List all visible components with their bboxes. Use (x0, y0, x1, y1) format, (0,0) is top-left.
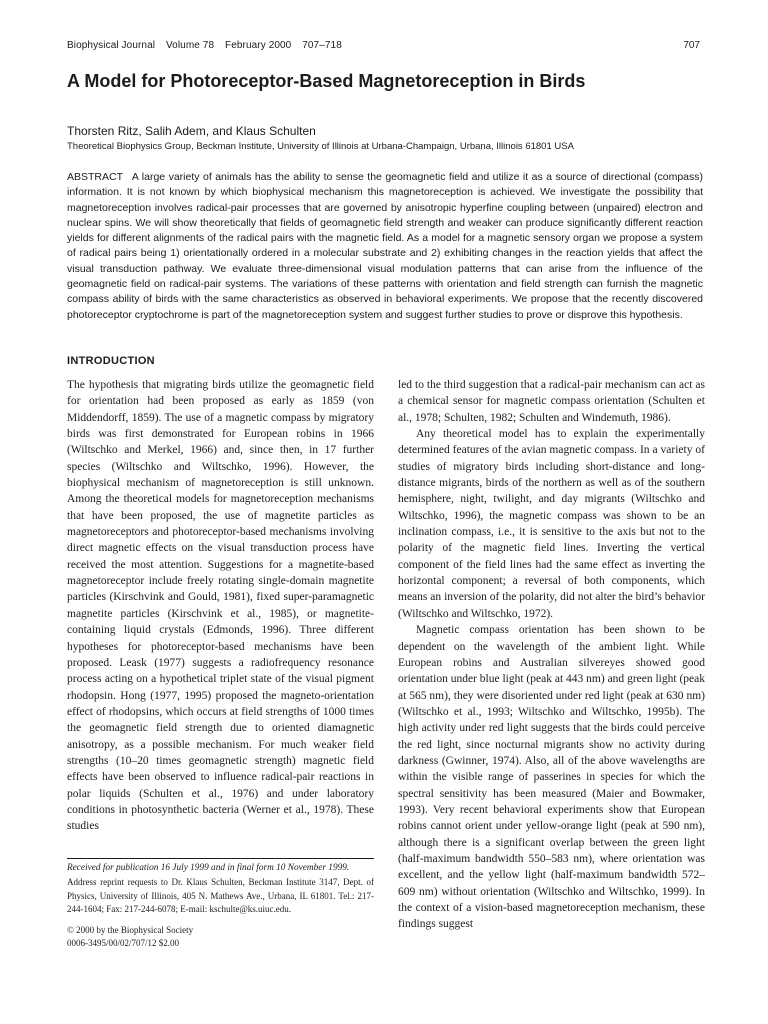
left-text-column (67, 377, 374, 835)
author-list: Thorsten Ritz, Salih Adem, and Klaus Schulten (67, 124, 316, 138)
paragraph: Magnetic compass orientation has been shown to be dependent on the wavelength of the ambient light. While European robins and Australian silvereyes showed good orientation under blue light (peak at 443 nm) and green light (peak at 565 nm), they were disoriented under red light (peak at 630 nm) (Wiltschko et al., 1993; Wiltschko and Wiltschko, 1995b). The high activity under red light suggests that the birds could perceive the red light, since nocturnal migrants show no activity during darkness (Gwinner, 1974). Also, all of the above wavelengths are within the visible range of passerines in species for which the spectral sensitivity has been measured (Maier and Bowmaker, 1993). Very recent behavioral experiments show that European robins cannot orient under yellow-orange light (peak at 590 nm), although there is a significant overlap between the green light (half-maximum bandwidth 550–583 nm), where orientation was excellent, and the yellow light (half-maximum bandwidth 572–609 nm) without orientation (Wiltschko and Wiltschko, 1999). In the context of a vision-based magnetoreception mechanism, these findings suggest (398, 624, 705, 931)
footnote-divider (67, 858, 374, 859)
paragraph: The hypothesis that migrating birds utilize the geomagnetic field for orientation had been proposed as early as 1859 (von Middendorff, 1859). The use of a magnetic compass by migratory birds was first demonstrated for European robins in 1966 (Wiltschko and Merkel, 1966) and, since then, in 17 further species (Wiltschko and Wiltschko, 1996). However, the biophysical mechanism of magnetoreception is still unknown. Among the theoretical models for magnetoreception mechanisms that have been proposed, the use of magnetite particles as magnetoreceptors and photoreceptor-based mechanisms involving direct magnetic effects on the visual transduction process have received the most attention. Suggestions for a magnetite-based magnetoreceptor include freely rotating single-domain magnetite particles (Kirschvink and Gould, 1981), fixed super-paramagnetic magnetite particles (Kirschvink et al., 1985), or magnetite-containing liquid crystals (Edmonds, 1996). Three different hypotheses for photoreceptor-based mechanisms have been proposed. Leask (1977) suggests a radiofrequency resonance process acting on a hypothetical triplet state of the visual pigment rhodopsin. Hong (1977, 1995) proposed the magneto-orientation effect of rhodopsins, which occurs at field strengths of 1000 times the geomagnetic field strength due to oriented diamagnetic anisotropy, as a possible mechanism. For much weaker field strengths (10–20 times geomagnetic strength) magnetic field effects have been observed to influence radical-pair reactions in polar liquids (Schulten et al., 1976) and under laboratory conditions in photosynthetic bacteria (Werner et al., 1978). These studies (67, 379, 374, 833)
issn-note: 0006-3495/00/02/707/12 $2.00 (67, 938, 179, 949)
abstract (67, 170, 703, 323)
section-heading-introduction: INTRODUCTION (67, 355, 155, 367)
reprint-address-note: Address reprint requests to Dr. Klaus Schulten, Beckman Institute 3147, Dept. of Physics, University of Illinois, 405 N. Mathews Ave., Urbana, IL 61801. Tel.: 217-244-1604; Fax: 217-244-6078; E-mail: kschulte@ks.uiuc.edu. (67, 877, 374, 915)
right-text-column (398, 377, 705, 933)
journal-volume: Volume 78 (165, 40, 215, 51)
author-affiliation: Theoretical Biophysics Group, Beckman Institute, University of Illinois at Urbana-Champaign, Urbana, Illinois 61801 USA (67, 141, 574, 152)
received-note: Received for publication 16 July 1999 and in final form 10 November 1999. (67, 863, 350, 873)
article-title: A Model for Photoreceptor-Based Magnetoreception in Birds (67, 71, 586, 91)
paragraph: led to the third suggestion that a radical-pair mechanism can act as a chemical sensor for magnetic compass orientation (Schulten et al., 1978; Schulten, 1982; Schulten and Windemuth, 1986). (398, 379, 705, 424)
copyright-note: © 2000 by the Biophysical Society (67, 924, 194, 935)
footnotes (67, 862, 374, 950)
journal-pages: 707–718 (302, 40, 342, 51)
journal-date: February 2000 (225, 40, 292, 51)
journal-name: Biophysical Journal (67, 40, 156, 51)
page-number: 707 (683, 40, 700, 51)
running-header (67, 40, 350, 51)
abstract-label: ABSTRACT (67, 171, 124, 183)
abstract-text: A large variety of animals has the ability to sense the geomagnetic field and utilize it as a source of directional (compass) information. It is not known by which biophysical mechanism this magnetoreception is achieved. We investigate the possibility that magnetoreception involves radical-pair processes that are governed by anisotropic hyperfine coupling between (unpaired) electron and nuclear spins. We will show theoretically that fields of geomagnetic field strength and weaker can produce significantly different reaction yields for different alignments of the radical pairs with the magnetic field. As a model for a magnetic sensory organ we propose a system of radical pairs being 1) orientationally ordered in a molecular substrate and 2) exhibiting changes in the reaction yields that affect the visual transduction pathway. We evaluate three-dimensional visual modulation patterns that can arise from the influence of the geomagnetic field on radical-pair systems. The variations of these patterns with orientation and field strength can furnish the magnetic compass ability of birds with the same characteristics as observed in behavioral experiments. We propose that the recently discovered photoreceptor cryptochrome is part of the magnetoreception system and suggest further studies to prove or disprove this hypothesis. (67, 171, 703, 321)
paragraph: Any theoretical model has to explain the experimentally determined features of the avian magnetic compass. In a variety of studies of migratory birds including short-distance and long-distance migrants, birds of the northern as well as of the southern hemisphere, night, twilight, and day migrants (Wiltschko and Wiltschko, 1996), the magnetic compass was shown to be an inclination compass, i.e., it is sensitive to the axis but not to the polarity of the magnetic field lines. Inverting the vertical component of the field lines had the same effect as inverting the horizontal component; a reversal of both components, which means an inversion of the polarity, did not alter the bird’s behavior (Wiltschko and Wiltschko, 1972). (398, 428, 705, 620)
